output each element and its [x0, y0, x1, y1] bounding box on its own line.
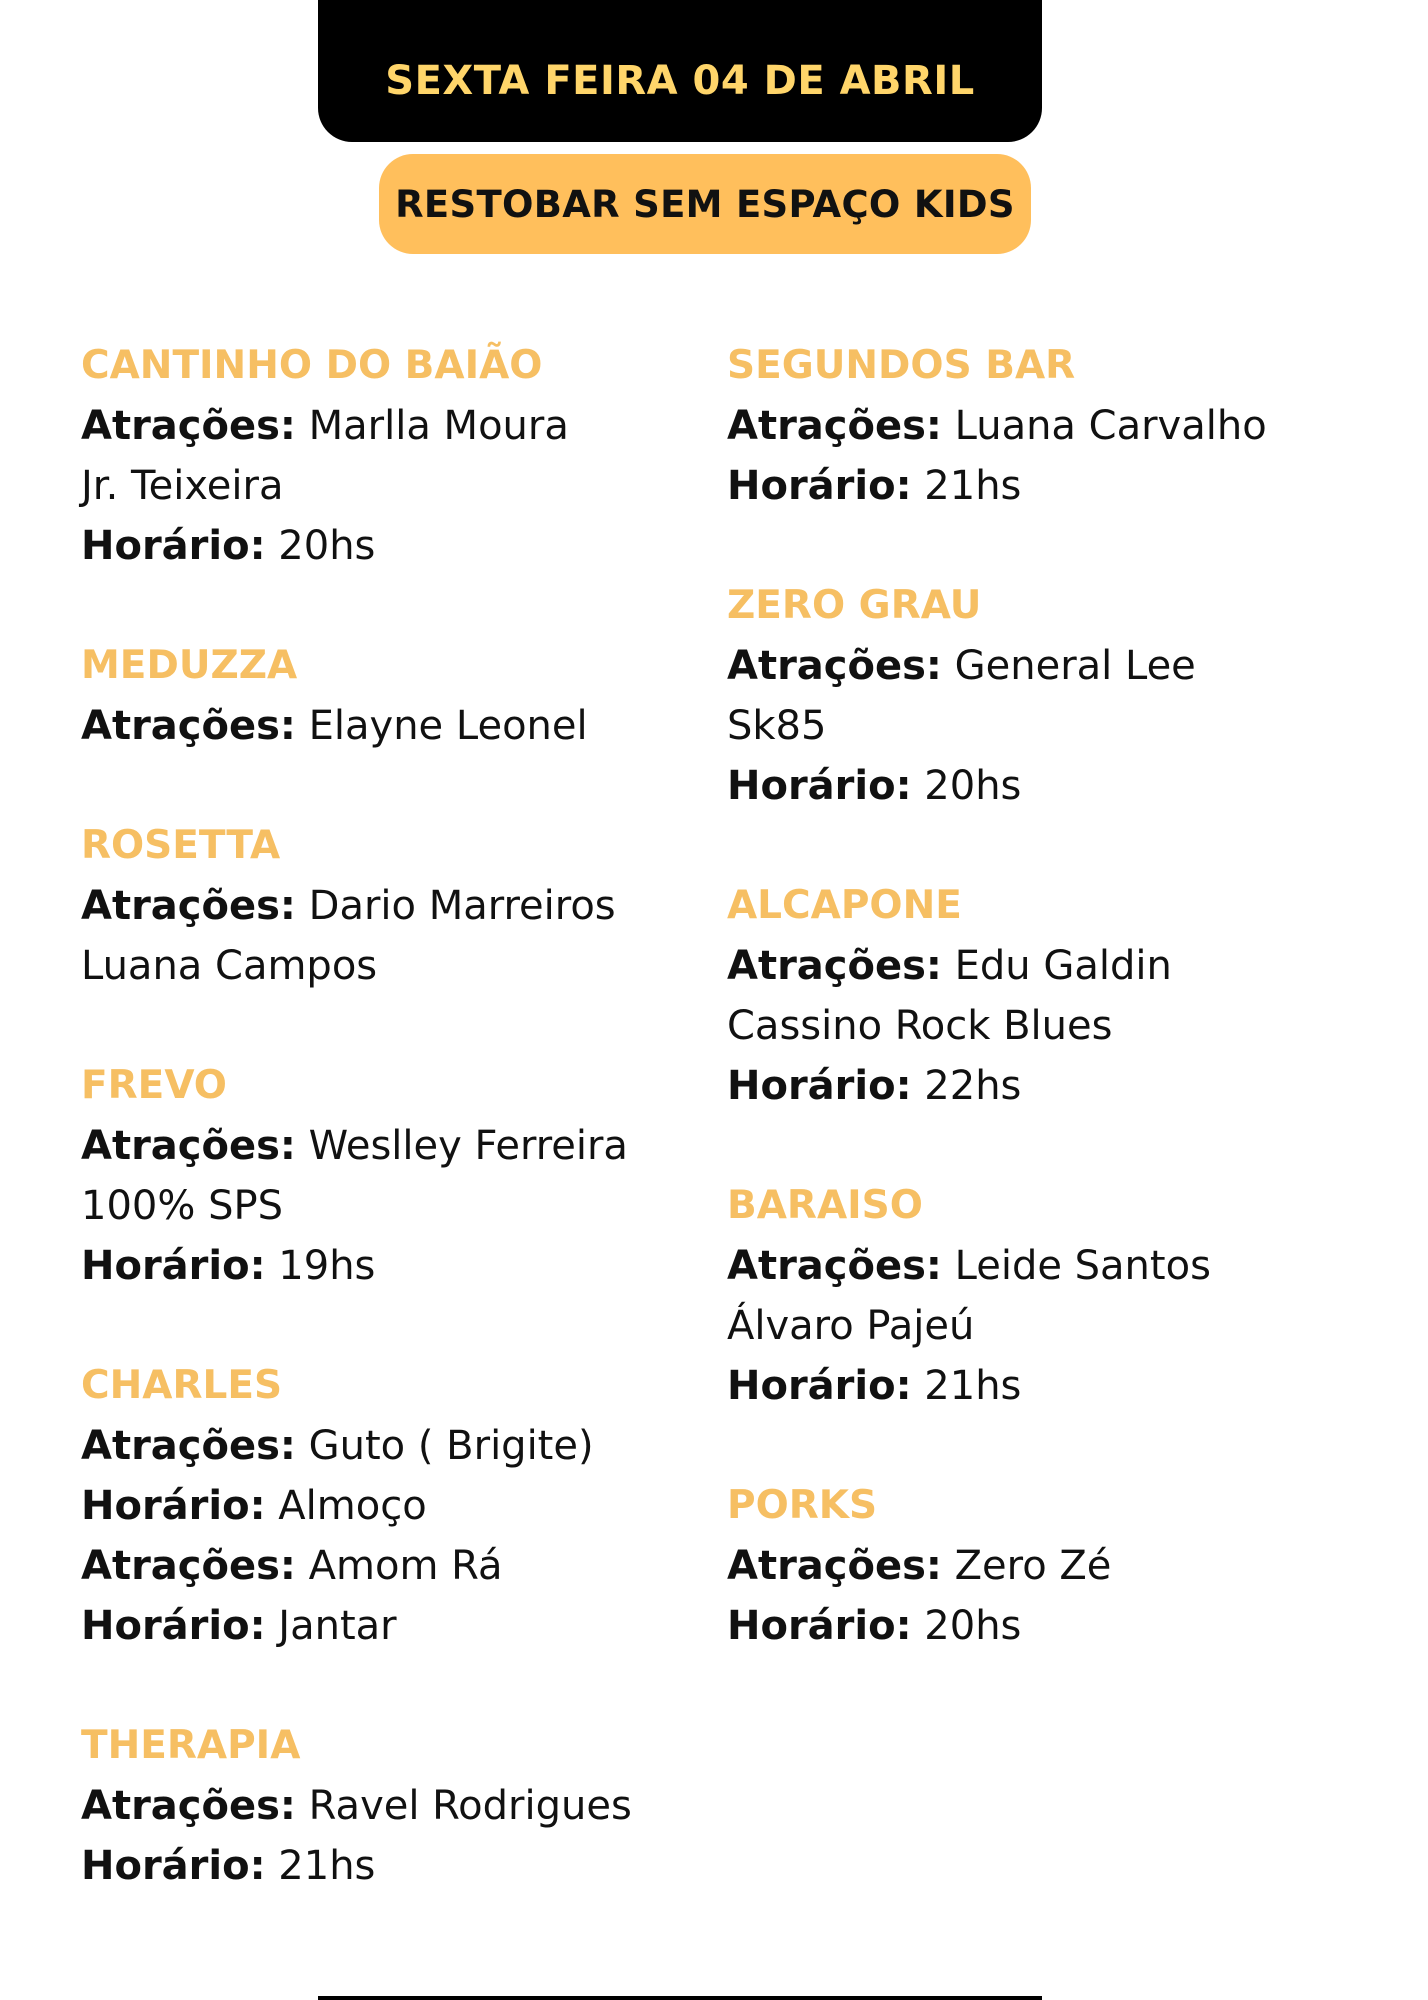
- detail-value: 21hs: [911, 463, 1022, 509]
- venue-detail-line: [727, 696, 1367, 756]
- venue-block-alcapone: [727, 876, 1367, 1116]
- detail-value: Almoço: [265, 1483, 427, 1529]
- venue-detail-line: [81, 516, 681, 576]
- venue-detail-line: [81, 936, 681, 996]
- venue-detail-line: [81, 1836, 681, 1896]
- venue-detail-line: [81, 1476, 681, 1536]
- detail-label: Horário:: [81, 1843, 266, 1889]
- detail-value: Amom Rá: [295, 1543, 503, 1589]
- venue-detail-line: [727, 756, 1367, 816]
- venue-detail-line: [81, 456, 681, 516]
- venue-name: BARAISO: [727, 1183, 923, 1228]
- detail-label: Atrações:: [81, 1123, 296, 1169]
- venue-name: MEDUZZA: [81, 643, 298, 688]
- venue-block-meduzza: [81, 636, 681, 756]
- detail-label: Horário:: [727, 1603, 912, 1649]
- detail-value: Edu Galdin: [941, 943, 1172, 989]
- detail-value: Guto ( Brigite): [295, 1423, 594, 1469]
- venue-detail-line: [727, 636, 1367, 696]
- venue-name: ROSETTA: [81, 823, 281, 868]
- detail-value: Ravel Rodrigues: [295, 1783, 632, 1829]
- detail-label: Atrações:: [727, 643, 942, 689]
- detail-value: Marlla Moura: [295, 403, 569, 449]
- detail-value: 20hs: [911, 763, 1022, 809]
- detail-value: 100% SPS: [81, 1183, 283, 1229]
- detail-value: Luana Campos: [81, 943, 378, 989]
- detail-value: 21hs: [911, 1363, 1022, 1409]
- detail-value: Jantar: [265, 1603, 397, 1649]
- venue-block-rosetta: [81, 816, 681, 996]
- venue-block-porks: [727, 1476, 1367, 1656]
- detail-value: 19hs: [265, 1243, 376, 1289]
- detail-label: Atrações:: [81, 403, 296, 449]
- detail-label: Atrações:: [727, 1543, 942, 1589]
- left-venue-column: [81, 336, 681, 1956]
- venue-name: SEGUNDOS BAR: [727, 343, 1076, 388]
- venue-detail-line: [81, 1776, 681, 1836]
- detail-value: General Lee: [941, 643, 1196, 689]
- detail-label: Atrações:: [81, 1783, 296, 1829]
- detail-value: Cassino Rock Blues: [727, 1003, 1113, 1049]
- detail-label: Horário:: [81, 1243, 266, 1289]
- detail-value: Dario Marreiros: [295, 883, 616, 929]
- detail-label: Horário:: [727, 763, 912, 809]
- detail-label: Horário:: [81, 1603, 266, 1649]
- venue-block-zero-grau: [727, 576, 1367, 816]
- venue-detail-line: [727, 1356, 1367, 1416]
- detail-label: Atrações:: [727, 403, 942, 449]
- venue-detail-line: [727, 456, 1367, 516]
- detail-label: Atrações:: [81, 1423, 296, 1469]
- venue-name: PORKS: [727, 1483, 878, 1528]
- detail-value: 22hs: [911, 1063, 1022, 1109]
- detail-value: 20hs: [911, 1603, 1022, 1649]
- detail-value: Elayne Leonel: [295, 703, 588, 749]
- venue-detail-line: [81, 876, 681, 936]
- venue-detail-line: [727, 1056, 1367, 1116]
- detail-label: Horário:: [81, 523, 266, 569]
- detail-value: Jr. Teixeira: [81, 463, 284, 509]
- detail-label: Atrações:: [727, 1243, 942, 1289]
- venue-type-title: RESTOBAR SEM ESPAÇO KIDS: [395, 182, 1015, 226]
- detail-value: Álvaro Pajeú: [727, 1303, 975, 1349]
- venue-detail-line: [81, 396, 681, 456]
- detail-value: Luana Carvalho: [941, 403, 1267, 449]
- venue-detail-line: [727, 396, 1367, 456]
- venue-detail-line: [727, 936, 1367, 996]
- venue-detail-line: [81, 1416, 681, 1476]
- venue-detail-line: [727, 1536, 1367, 1596]
- venue-detail-line: [727, 1236, 1367, 1296]
- date-banner: [318, 0, 1042, 142]
- venue-detail-line: [81, 1536, 681, 1596]
- detail-label: Atrações:: [81, 1543, 296, 1589]
- venue-detail-line: [81, 696, 681, 756]
- venue-name: THERAPIA: [81, 1723, 301, 1768]
- venue-detail-line: [81, 1236, 681, 1296]
- venue-detail-line: [727, 1596, 1367, 1656]
- venue-block-cantinho-do-baiao: [81, 336, 681, 576]
- detail-value: Sk85: [727, 703, 827, 749]
- detail-value: Leide Santos: [941, 1243, 1211, 1289]
- right-venue-column: [727, 336, 1367, 1716]
- venue-detail-line: [727, 996, 1367, 1056]
- venue-name: CANTINHO DO BAIÃO: [81, 343, 543, 388]
- detail-label: Atrações:: [727, 943, 942, 989]
- detail-label: Horário:: [727, 1363, 912, 1409]
- detail-label: Atrações:: [81, 703, 296, 749]
- venue-detail-line: [727, 1296, 1367, 1356]
- venue-name: ZERO GRAU: [727, 583, 982, 628]
- venue-name: CHARLES: [81, 1363, 283, 1408]
- detail-label: Horário:: [727, 1063, 912, 1109]
- detail-value: 21hs: [265, 1843, 376, 1889]
- footer-divider: [318, 1996, 1042, 2000]
- detail-value: 20hs: [265, 523, 376, 569]
- venue-block-charles: [81, 1356, 681, 1656]
- venue-name: FREVO: [81, 1063, 227, 1108]
- venue-detail-line: [81, 1116, 681, 1176]
- detail-label: Horário:: [81, 1483, 266, 1529]
- detail-value: Weslley Ferreira: [295, 1123, 628, 1169]
- venue-block-segundos-bar: [727, 336, 1367, 516]
- venue-detail-line: [81, 1596, 681, 1656]
- detail-label: Atrações:: [81, 883, 296, 929]
- venue-block-frevo: [81, 1056, 681, 1296]
- venue-name: ALCAPONE: [727, 883, 962, 928]
- detail-value: Zero Zé: [941, 1543, 1112, 1589]
- venue-type-pill: [379, 154, 1031, 254]
- date-title: SEXTA FEIRA 04 DE ABRIL: [385, 58, 975, 104]
- venue-block-baraiso: [727, 1176, 1367, 1416]
- venue-detail-line: [81, 1176, 681, 1236]
- detail-label: Horário:: [727, 463, 912, 509]
- venue-block-therapia: [81, 1716, 681, 1896]
